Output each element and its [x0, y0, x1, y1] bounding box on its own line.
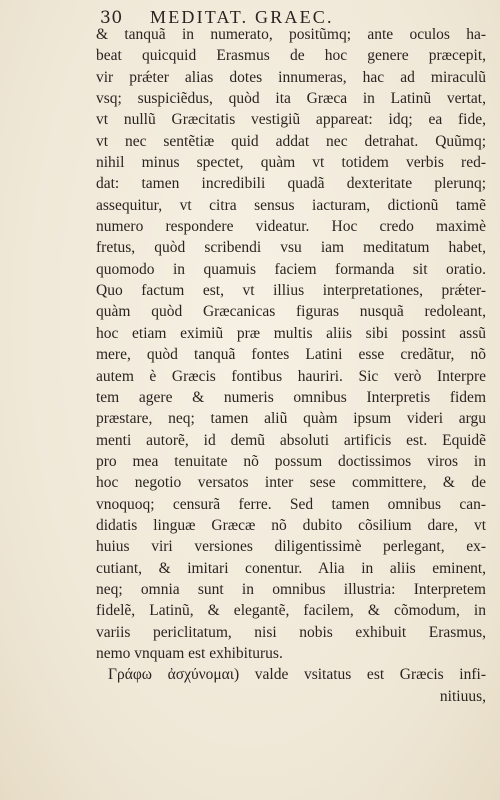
- text-line: Quo factum est, vt illius interpretationes, prǽter-: [96, 282, 486, 300]
- text-line: præstare, neq; tamen aliũ quàm ipsum videri argu: [96, 410, 486, 428]
- text-line: numero respondere videatur. Hoc credo maximè: [96, 218, 486, 236]
- text-line: Γράφω ἀσχύνομαι) valde vsitatus est Græcis infi-: [108, 666, 486, 684]
- text-line: vir prǽter alias dotes innumeras, hac ad miraculũ: [96, 68, 486, 86]
- text-line: pro mea tenuitate nõ possum doctissimos viros in: [96, 452, 486, 470]
- text-line: vt nec sentẽtiæ quid addat nec detrahat. Quũmq;: [96, 132, 486, 150]
- text-line: vt nullũ Græcitatis vestigiũ appareat: idq; ea fide,: [96, 111, 486, 129]
- text-line: fidelẽ, Latinũ, & elegantẽ, facilem, & cõmodum, in: [96, 602, 486, 620]
- text-line: assequitur, vt citra sensus iacturam, dictionũ tamẽ: [96, 196, 486, 214]
- text-line: vsq; suspiciẽdus, quòd ita Græca in Latinũ vertat,: [96, 90, 486, 108]
- running-title: MEDITAT. GRAEC.: [150, 7, 334, 27]
- text-line: autem è Græcis fontibus hauriri. Sic verò Interpre: [96, 367, 486, 385]
- text-line: tem agere & numeris omnibus Interpretis fidem: [96, 388, 486, 406]
- text-line: quomodo in quamuis faciem formanda sit oratio.: [96, 260, 486, 278]
- text-line: dat: tamen incredibili quadã dexteritate plerunq;: [96, 175, 486, 193]
- text-line: mere, quòd tanquã fontes Latini esse credãtur, nõ: [96, 346, 486, 364]
- body-text: [96, 24, 486, 707]
- text-line: cutiant, & imitari conentur. Alia in aliis eminent,: [96, 559, 486, 577]
- text-line: vnoquoq; censurã ferre. Sed tamen omnibus can-: [96, 495, 486, 513]
- text-line: beat quicquid Erasmus de hoc genere præcepit,: [96, 47, 486, 65]
- text-line: variis periclitatum, nisi nobis exhibuit Erasmus,: [96, 623, 486, 641]
- text-line: & tanquã in numerato, positũmq; ante oculos ha-: [96, 26, 486, 43]
- text-line: fretus, quòd scribendi vsu iam meditatum habet,: [96, 239, 486, 257]
- page-number: 30: [100, 8, 123, 28]
- text-line: nihil minus spectet, quàm vt totidem verbis red-: [96, 154, 486, 172]
- text-line: didatis linguæ Græcæ nõ dubito cõsilium dare, vt: [96, 516, 486, 534]
- text-line: menti autorẽ, id demũ absoluti artificis est. Equidẽ: [96, 431, 486, 449]
- text-line: neq; omnia sunt in omnibus illustria: Interpretem: [96, 580, 486, 598]
- text-line: nitiuus,: [439, 687, 486, 705]
- text-line: huius viri versiones diligentissimè perlegant, ex-: [96, 538, 486, 556]
- text-line: hoc etiam eximiũ præ multis aliis sibi possint assũ: [96, 324, 486, 342]
- text-line: quàm quòd Græcanicas figuras nusquã redoleant,: [96, 303, 486, 321]
- text-line: hoc negotio versatos inter sese committere, & de: [96, 474, 486, 492]
- text-line: nemo vnquam est exhibiturus.: [96, 644, 283, 662]
